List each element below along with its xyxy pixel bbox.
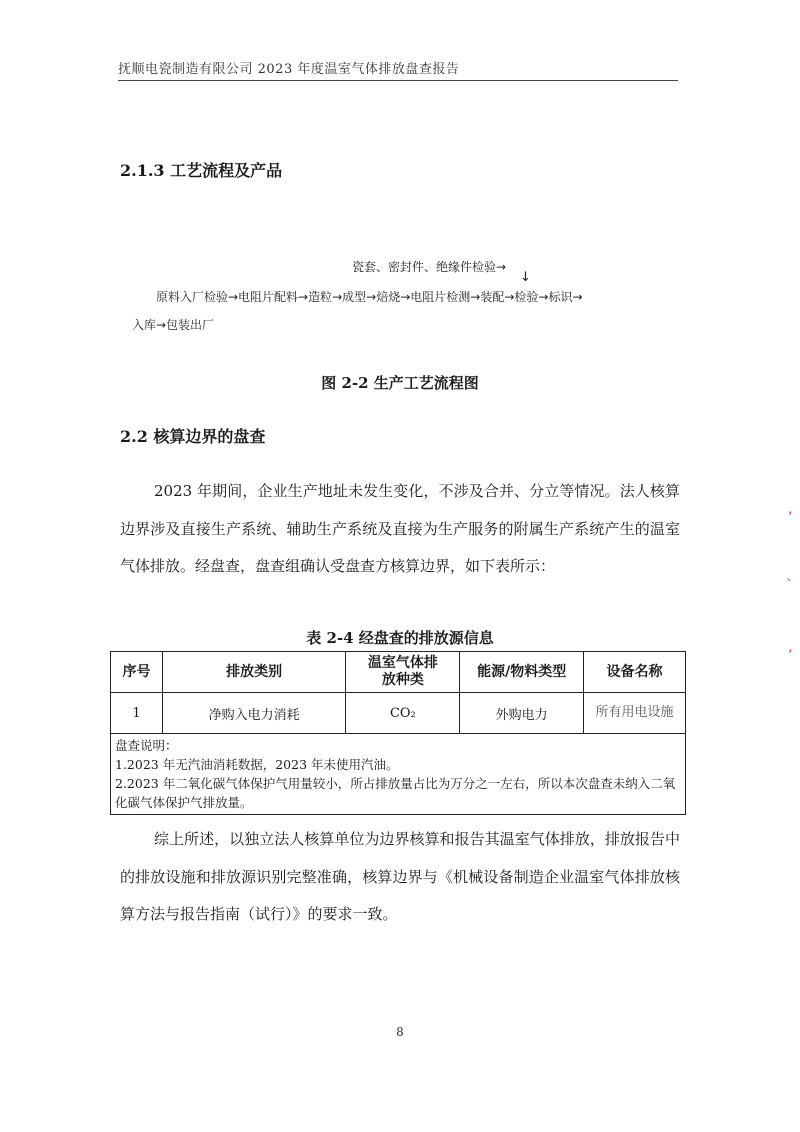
flow-line-end: 入库→包装出厂 [132,318,215,332]
header-rule [118,80,678,81]
section-heading-2-1-3: 2.1.3 工艺流程及产品 [120,161,283,180]
margin-stamp-mark: ’ [788,648,793,664]
header-energy: 能源/物料类型 [460,652,584,693]
header-device: 设备名称 [584,652,686,693]
page-number: 8 [396,1025,404,1039]
header-gas [346,652,460,693]
section-heading-2-2: 2.2 核算边界的盘查 [120,427,266,446]
table-notes-row [111,734,686,815]
flow-line-main: 原料入厂检验→电阻片配料→造粒→成型→焙烧→电阻片检测→装配→检验→标识→ [156,290,583,304]
boundary-paragraph: 2023 年期间，企业生产地址未发生变化，不涉及合并、分立等情况。法人核算边界涉及直接生产系统、辅助生产系统及直接为生产服务的附属生产系统产生的温室气体排放。经盘查，盘查组确认受盘查方核算边界，如下表所示： [120,482,680,575]
cell-device [584,693,686,734]
notes-line-1: 1.2023 年无汽油消耗数据，2023 年未使用汽油。 [115,757,399,772]
figure-caption: 图 2-2 生产工艺流程图 [321,374,479,392]
notes-line-2: 2.2023 年二氧化碳气体保护气用量较小，所占排放量占比为万分之一左右，所以本次盘查未纳入二氧化碳气体保护气排放量。 [115,776,676,810]
header-category: 排放类别 [162,652,346,693]
table-header-row [111,652,686,693]
margin-stamp-mark: ˋ [786,578,793,594]
header-no: 序号 [111,652,163,693]
running-header: 抚顺电瓷制造有限公司 2023 年度温室气体排放盘查报告 [118,62,460,77]
flow-down-arrow: ↓ [520,270,531,285]
cell-device-text: 所有用电设施 [595,705,674,720]
table-row [111,693,686,734]
cell-energy: 外购电力 [460,693,584,734]
table-notes [111,734,686,815]
header-gas-text: 温室气体排放种类 [367,655,438,688]
cell-category: 净购入电力消耗 [162,693,346,734]
cell-gas: CO₂ [346,693,460,734]
margin-stamp-mark: ’ [788,510,793,526]
cell-no: 1 [111,693,163,734]
table-caption: 表 2-4 经盘查的排放源信息 [306,629,494,647]
conclusion-paragraph: 综上所述，以独立法人核算单位为边界核算和报告其温室气体排放，排放报告中的排放设施和排放源识别完整准确，核算边界与《机械设备制造企业温室气体排放核算方法与报告指南（试行）》的要求一致。 [120,830,680,923]
flow-line-inspection: 瓷套、密封件、绝缘件检验→ [352,260,507,274]
emission-source-table [110,651,686,815]
notes-title: 盘查说明： [115,738,178,753]
